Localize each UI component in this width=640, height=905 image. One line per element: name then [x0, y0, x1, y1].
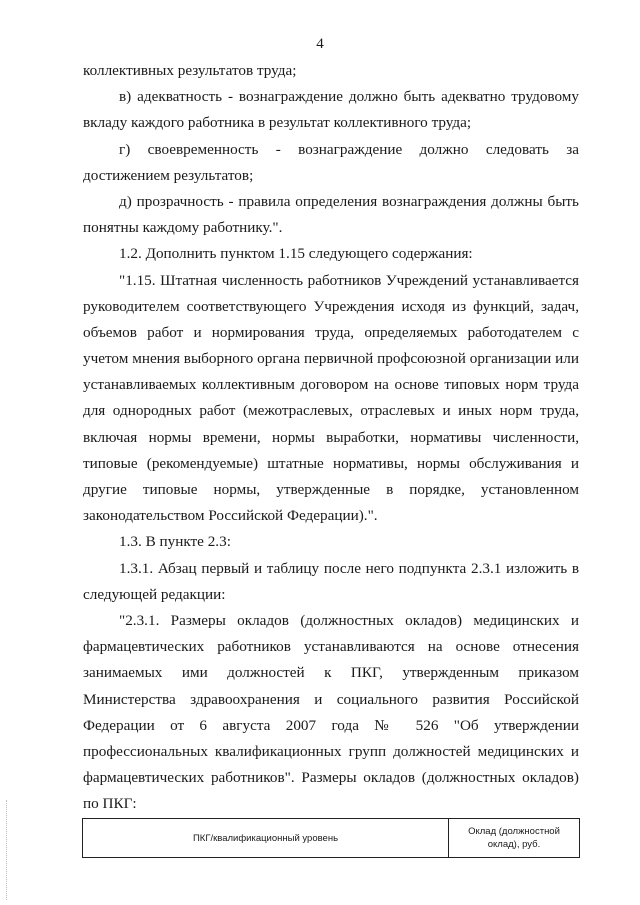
text-line: Федерации от 6 августа 2007 года № 526 "Об утверждении [83, 716, 579, 734]
text-line: коллективных результатов труда; [83, 62, 297, 79]
text-line: "2.3.1. Размеры окладов (должностных окладов) медицинских и [119, 611, 579, 629]
text-line: фармацевтических работников". Размеры окладов (должностных окладов) [83, 769, 579, 787]
text-line: вкладу каждого работника в результат коллективного труда; [83, 114, 472, 132]
text-line: достижением результатов; [83, 166, 254, 184]
text-line: "1.15. Штатная численность работников Учреждений устанавливается [119, 271, 579, 289]
text-line: д) прозрачность - правила определения вознаграждения должны быть [119, 192, 579, 210]
text-line: включая нормы времени, нормы выработки, нормативы численности, [83, 428, 579, 446]
text-line: для однородных работ (межотраслевых, отраслевых и иных норм труда, [83, 402, 579, 420]
scan-edge-mark [6, 800, 8, 900]
page-number: 4 [316, 36, 324, 52]
text-line: г) своевременность - вознаграждение должно следовать за [119, 140, 579, 158]
text-line: другие типовые нормы, утвержденные в порядке, установленном [83, 481, 579, 498]
text-line: 1.3.1. Абзац первый и таблицу после него подпункта 2.3.1 изложить в [119, 559, 579, 577]
text-line: руководителем соответствующего Учреждения исходя из функций, задач, [83, 297, 579, 315]
text-line: в) адекватность - вознаграждение должно быть адекватно трудовому [119, 88, 579, 106]
text-line: 1.2. Дополнить пунктом 1.15 следующего содержания: [119, 245, 473, 263]
salary-table [82, 818, 580, 858]
text-line: устанавливаемых коллективным договором на основе типовых норм труда [83, 376, 579, 394]
text-line: Министерства здравоохранения и социального развития Российской [83, 690, 579, 708]
text-line: типовые (рекомендуемые) штатные нормативы, нормы обслуживания и [83, 454, 579, 472]
text-line: фармацевтических работников устанавливаются на основе отнесения [83, 638, 579, 656]
text-line: учетом мнения выборного органа первичной профсоюзной организации или [83, 350, 579, 368]
text-line: объемов работ и нормирования труда, определяемых работодателем с [83, 323, 579, 341]
table-header-qualification-level: ПКГ/квалификационный уровень [83, 819, 449, 857]
text-line: по ПКГ: [83, 795, 137, 813]
text-line: 1.3. В пункте 2.3: [119, 533, 231, 551]
text-line: занимаемых ими должностей к ПКГ, утвержденным приказом [83, 664, 579, 682]
text-line: следующей редакции: [83, 585, 226, 603]
table-header-salary: Оклад (должностной оклад), руб. [468, 826, 560, 850]
text-line: законодательством Российской Федерации).". [83, 507, 378, 525]
document-body [83, 58, 579, 817]
text-line: понятны каждому работнику.". [83, 219, 283, 237]
text-line: профессиональных квалификационных групп должностей медицинских и [83, 742, 579, 760]
